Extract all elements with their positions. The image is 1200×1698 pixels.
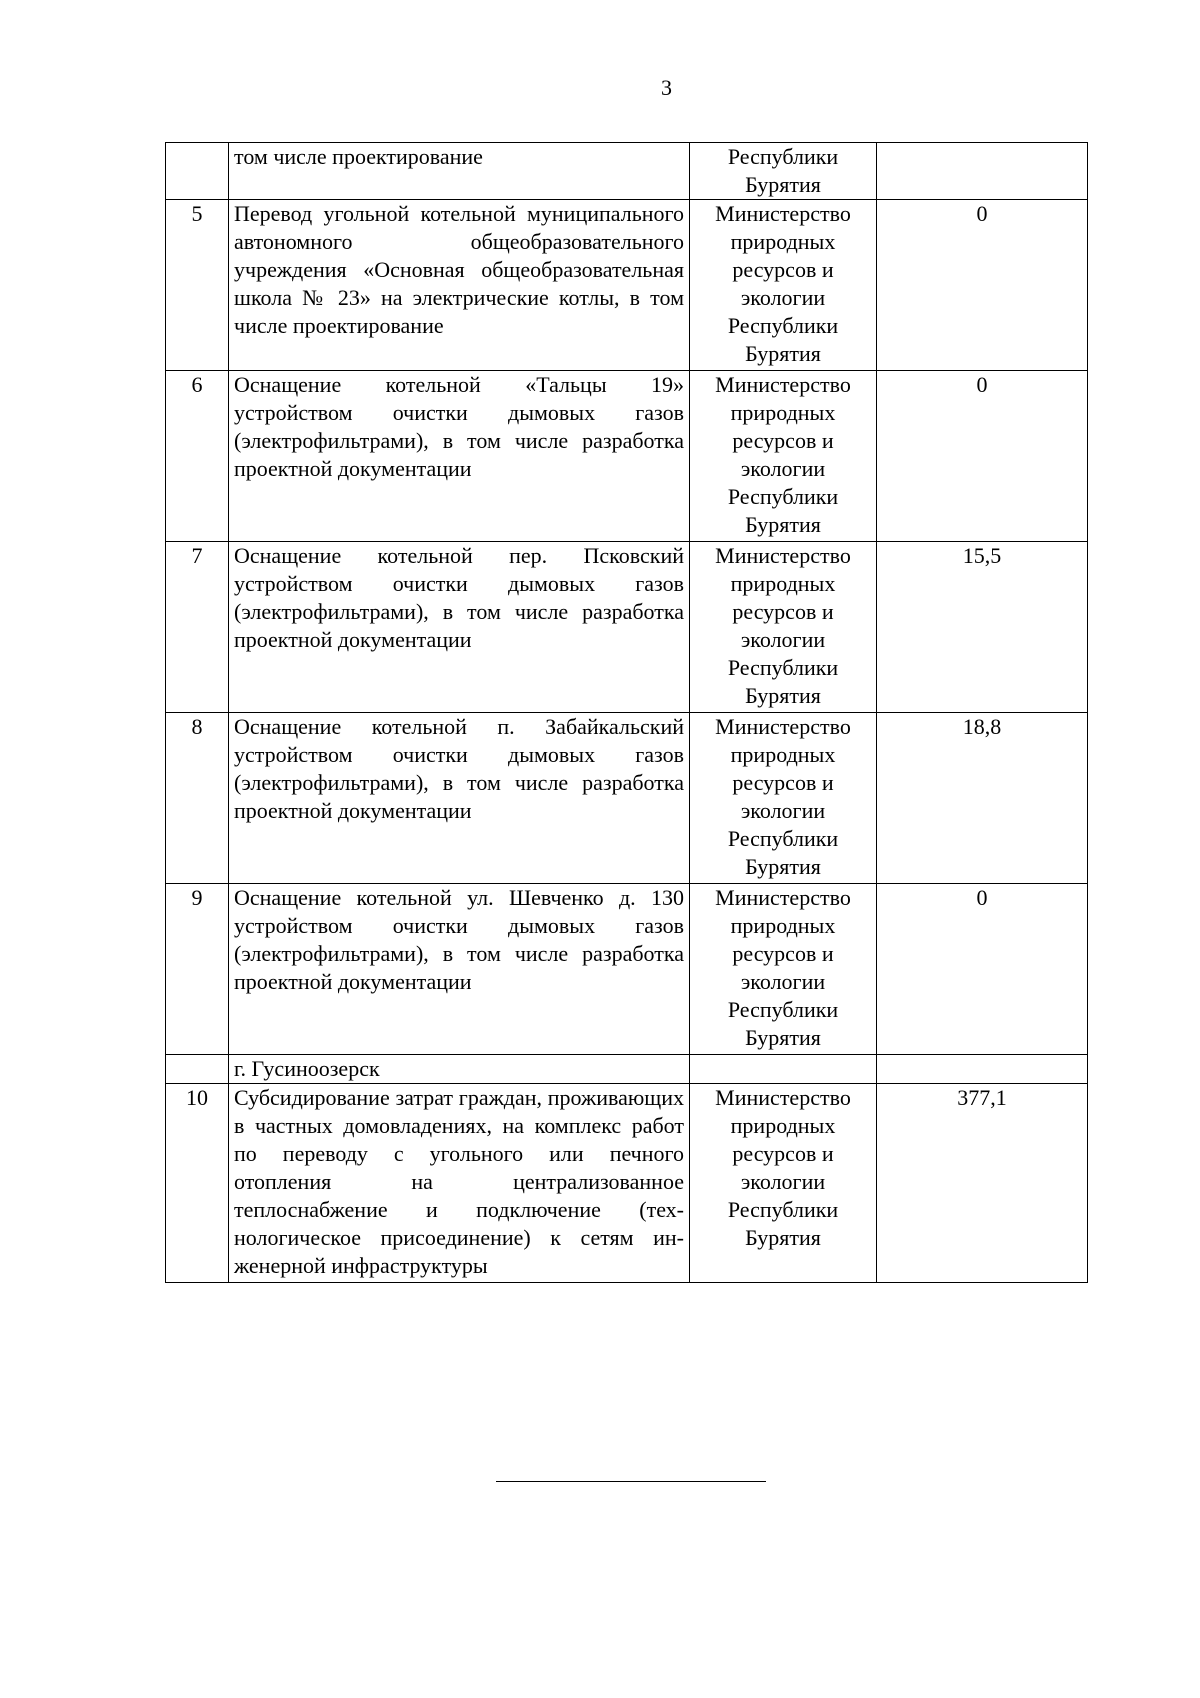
row-number: 9 [166, 884, 229, 1055]
table-row [166, 1055, 1088, 1084]
row-number [166, 143, 229, 200]
footer-rule [496, 1481, 766, 1482]
executor [690, 1055, 877, 1084]
measure-name: Субсидирование затрат граждан, проживающих в частных домовладениях, на комплекс работ по переводу с угольного или печного отопления на централизованное теплоснабжение и подключение (технологическое присоединение) к сетям инженерной инфраструктуры [229, 1084, 690, 1283]
table-row [166, 713, 1088, 884]
row-number: 10 [166, 1084, 229, 1283]
measure-name: том числе проектирование [229, 143, 690, 200]
row-number: 6 [166, 371, 229, 542]
measure-name: Оснащение котельной п. Забайкальский устройством очистки дымовых газов (электрофильтрами), в том числе разработка проектной документации [229, 713, 690, 884]
row-number [166, 1055, 229, 1084]
amount: 377,1 [877, 1084, 1088, 1283]
table-row [166, 200, 1088, 371]
page-number: 3 [661, 75, 672, 100]
measure-name: Оснащение котельной пер. Псковский устройством очистки дымовых газов (электрофильтрами), в том числе разработка проектной документации [229, 542, 690, 713]
table-row [166, 542, 1088, 713]
row-number: 8 [166, 713, 229, 884]
row-number: 5 [166, 200, 229, 371]
row-number: 7 [166, 542, 229, 713]
executor: Министерство природных ресурсов и экологии Республики Бурятия [690, 200, 877, 371]
executor: Министерство природных ресурсов и экологии Республики Бурятия [690, 884, 877, 1055]
executor: Министерство природных ресурсов и экологии Республики Бурятия [690, 713, 877, 884]
measure-name: Оснащение котельной «Тальцы 19» устройством очистки дымовых газов (электрофильтрами), в том числе разработка проектной документации [229, 371, 690, 542]
amount: 15,5 [877, 542, 1088, 713]
table-row [166, 1084, 1088, 1283]
table-row [166, 371, 1088, 542]
executor: Республики Бурятия [690, 143, 877, 200]
city-heading: г. Гусиноозерск [229, 1055, 690, 1084]
measure-name: Перевод угольной котельной муниципального автономного общеобразовательного учреждения «Основная общеобразовательная школа № 23» на электрические котлы, в том числе проектирование [229, 200, 690, 371]
executor: Министерство природных ресурсов и экологии Республики Бурятия [690, 371, 877, 542]
table-row [166, 143, 1088, 200]
executor: Министерство природных ресурсов и экологии Республики Бурятия [690, 1084, 877, 1283]
amount: 0 [877, 371, 1088, 542]
amount: 0 [877, 884, 1088, 1055]
amount: 0 [877, 200, 1088, 371]
executor: Министерство природных ресурсов и экологии Республики Бурятия [690, 542, 877, 713]
amount: 18,8 [877, 713, 1088, 884]
measure-name: Оснащение котельной ул. Шевченко д. 130 устройством очистки дымовых газов (электрофильтрами), в том числе разработка проектной документации [229, 884, 690, 1055]
amount [877, 143, 1088, 200]
amount [877, 1055, 1088, 1084]
table-row [166, 884, 1088, 1055]
measures-table [165, 142, 1088, 1283]
